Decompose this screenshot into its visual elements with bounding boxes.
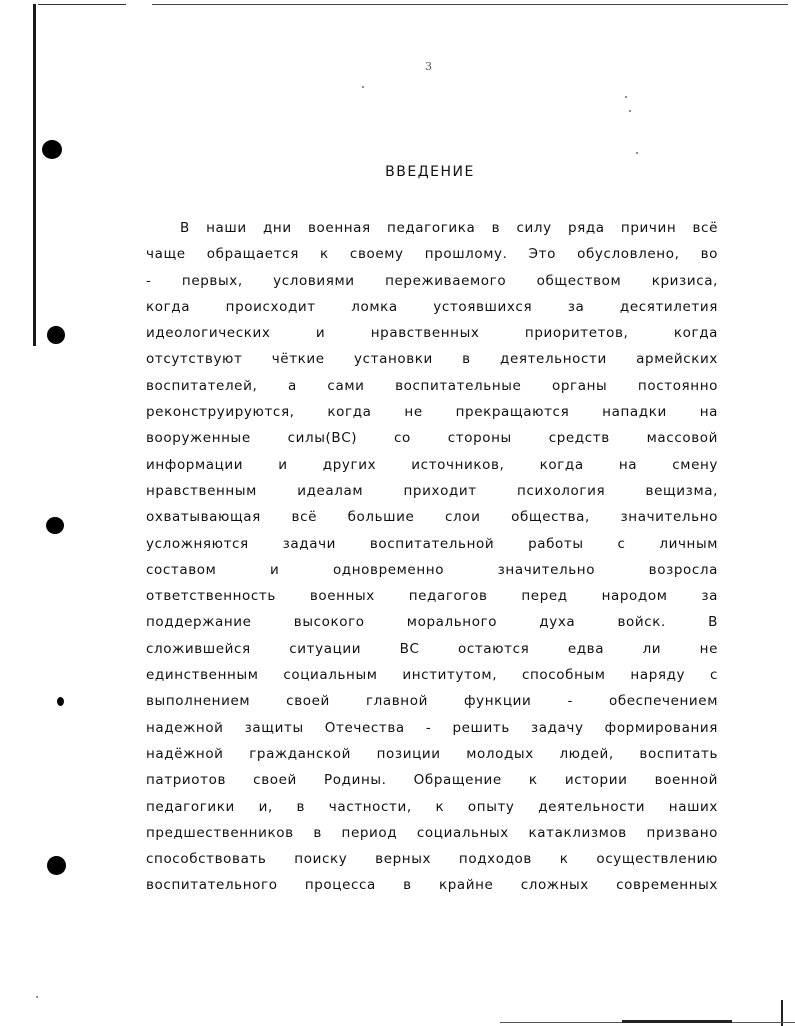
scan-top-line	[152, 4, 788, 5]
text-line: охватывающая всё большие слои общества, значительно	[146, 509, 718, 526]
text-line: выполнением своей главной функции - обеспечением	[146, 693, 718, 710]
text-line: патриотов своей Родины. Обращение к истории военной	[146, 772, 718, 789]
text-line: воспитателей, а сами воспитательные органы постоянно	[146, 377, 718, 394]
text-line: вооруженные силы(ВС) со стороны средств массовой	[146, 430, 718, 447]
text-line: поддержание высокого морального духа войск. В	[146, 614, 718, 631]
text-line: надежной защиты Отечества - решить задачу формирования	[146, 719, 718, 736]
scan-speck	[362, 86, 364, 88]
text-line: - первых, условиями переживаемого обществом кризиса,	[146, 272, 718, 289]
text-line: когда происходит ломка устоявшихся за десятилетия	[146, 298, 718, 315]
text-line: надёжной гражданской позиции молодых людей, воспитать	[146, 745, 718, 762]
scan-speck	[36, 996, 38, 998]
text-line: сложившейся ситуации ВС остаются едва ли не	[146, 640, 718, 657]
scan-speck	[629, 110, 631, 112]
section-title: ВВЕДЕНИЕ	[385, 164, 475, 180]
text-line: воспитательного процесса в крайне сложных современных	[146, 877, 718, 894]
punch-hole-mark	[42, 140, 62, 159]
text-line: нравственным идеалам приходит психология вещизма,	[146, 482, 718, 499]
text-line: информации и других источников, когда на смену	[146, 456, 718, 473]
punch-hole-mark	[46, 517, 64, 534]
text-line: способствовать поиску верных подходов к осуществлению	[146, 851, 718, 868]
text-line: отсутствуют чёткие установки в деятельности армейских	[146, 351, 718, 368]
text-line: предшественников в период социальных катаклизмов призвано	[146, 824, 718, 841]
scan-top-line	[38, 4, 126, 5]
body-paragraph	[146, 215, 718, 899]
punch-hole-mark	[47, 326, 65, 344]
text-line: идеологических и нравственных приоритетов, когда	[146, 325, 718, 342]
scan-bottom-line	[622, 1020, 732, 1023]
punch-hole-mark	[57, 697, 64, 706]
text-line: реконструируются, когда не прекращаются нападки на	[146, 404, 718, 421]
text-line: педагогики и, в частности, к опыту деятельности наших	[146, 798, 718, 815]
text-line: В наши дни военная педагогика в силу ряда причин всё	[180, 220, 718, 236]
text-line: единственным социальным институтом, способным наряду с	[146, 667, 718, 684]
text-line: чаще обращается к своему прошлому. Это обусловлено, во	[146, 246, 718, 263]
scan-speck	[636, 152, 638, 154]
text-line: усложняются задачи воспитательной работы с личным	[146, 535, 718, 552]
punch-hole-mark	[47, 856, 66, 875]
scan-speck	[625, 96, 627, 98]
text-line: ответственность военных педагогов перед народом за	[146, 588, 718, 605]
page-number: 3	[425, 60, 432, 73]
text-line: составом и одновременно значительно возросла	[146, 561, 718, 578]
